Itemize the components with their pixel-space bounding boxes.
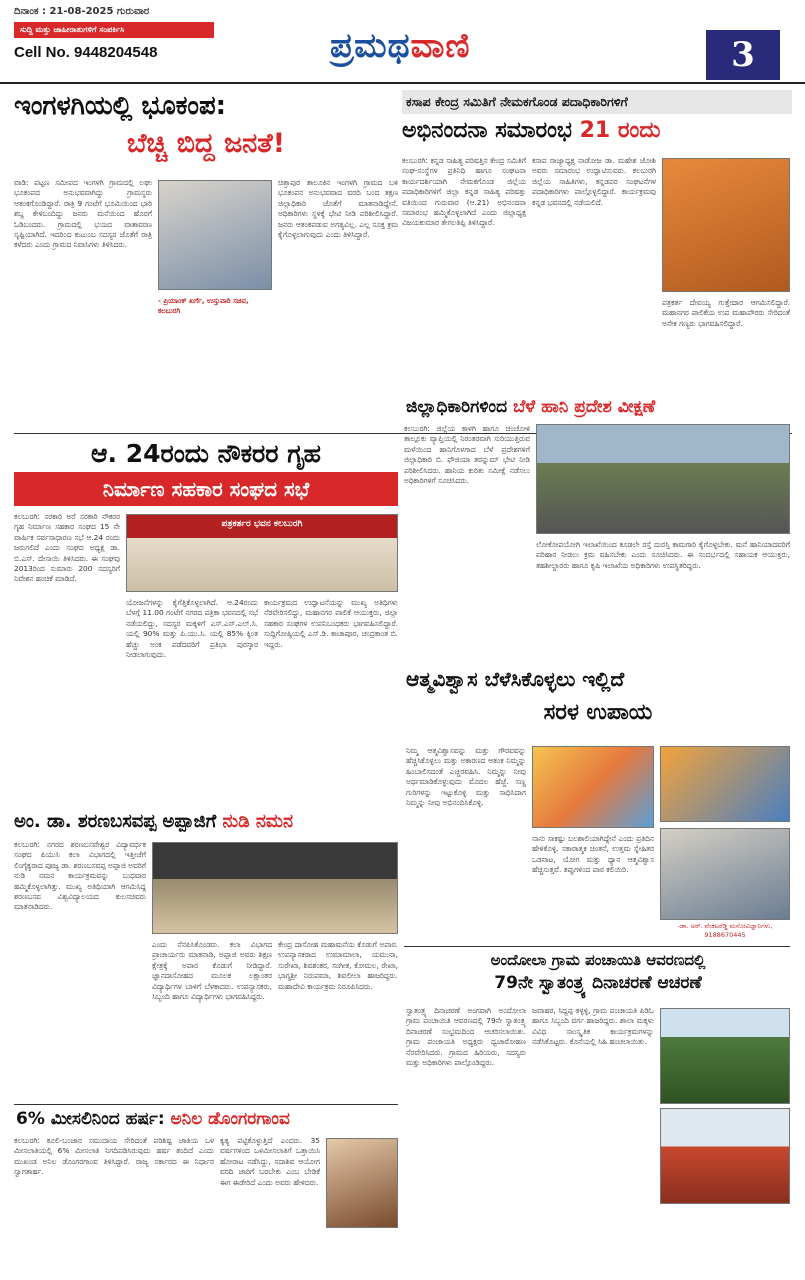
author-photo <box>660 828 790 920</box>
confidence-author: -ಡಾ. ಅರ್. ವೆಂಕಟರೆಡ್ಡಿ ಮನೋವಿಜ್ಞಾನಿಗಳು, 9188670445 <box>677 922 773 939</box>
speech-bubbles-illustration <box>532 746 654 828</box>
independence-headline-1: ಅಂದೋಲಾ ಗ್ರಾಮ ಪಂಚಾಯಿತಿ ಆವರಣದಲ್ಲಿ <box>490 951 706 969</box>
tribute-col-1: ಕಲಬುರಗಿ: ನಗರದ ಶರಣಬಸವೇಶ್ವರ ವಿದ್ಯಾವರ್ಧಕ ಸಂಘದ ಪಿಯುಸಿ ಕಲಾ ವಿಭಾಗದಲ್ಲಿ ಇತ್ತೀಚೆಗೆ ಲಿಂಗೈಕ್ಯರಾದ ಪೂಜ್ಯ ಡಾ. ಶರಣಬಸವಪ್ಪ ಅಪ್ಪಾಜಿ ಅವರಿಗೆ ನುಡಿ ನಮನ ಕಾರ್ಯಕ್ರಮವನ್ನು ಬುಧವಾರ ಹಮ್ಮಿಕೊಳ್ಳಲಾಗಿತ್ತು. ಮುಖ್ಯ ಅತಿಥಿಯಾಗಿ ಆಗಮಿಸಿದ್ದ ಶರಣಬಸವ ವಿಶ್ವವಿದ್ಯಾಲಯದ ಕುಲಸಚಿವರು ಮಾತನಾಡಿದರು. <box>14 840 146 912</box>
divider-left <box>14 1104 398 1105</box>
reservation-headline-a: 6% ಮೀಸಲಿನಿಂದ ಹರ್ಷ: <box>16 1109 165 1129</box>
earthquake-col-1: ವಾಡಿ: ಪಟ್ಟಣ ಸಮೀಪದ ಇಂಗಳಗಿ ಗ್ರಾಮದಲ್ಲಿ ಲಘು ಭೂಕಂಪದ ಅನುಭವವಾಗಿದ್ದು ಗ್ರಾಮಸ್ಥರು ಆತಂಕಗೊಂಡಿದ್ದಾರೆ. ರಾತ್ರಿ 9 ಗಂಟೆಗೆ ಭೂಮಿಯಿಂದ ಭಾರಿ ಶಬ್ದ ಕೇಳಿಬಂದಿದ್ದು ಜನರು ಮನೆಯಿಂದ ಹೊರಗೆ ಓಡಿಬಂದರು. ಗ್ರಾಮದಲ್ಲಿ ಭಯದ ವಾತಾವರಣ ಸೃಷ್ಟಿಯಾಗಿದೆ. ಇದರಿಂದ ಕುಟುಂಬ ಸದಸ್ಯರ ಜೊತೆಗೆ ರಾತ್ರಿ ಕಳೆದರು ಎಂದು ಗ್ರಾಮದ ನಿವಾಸಿಗಳು ತಿಳಿಸಿದರು. <box>14 178 152 250</box>
earthquake-headline-2: ಬೆಚ್ಚಿ ಬಿದ್ದ ಜನತೆ! <box>126 128 286 159</box>
crop-col-2: ಲೋಕೋಪಯೋಗಿ ಇಲಾಖೆಯಿಂದ ಕೂಡಲೇ ರಸ್ತೆ ದುರಸ್ತಿ ಕಾಮಗಾರಿ ಕೈಗೊಳ್ಳಬೇಕು. ಮನೆ ಹಾನಿಯಾದವರಿಗೆ ಪರಿಹಾರ ನೀಡಲು ಕ್ರಮ ವಹಿಸಬೇಕು ಎಂದು ಸೂಚಿಸಿದರು. ಈ ಸಂದರ್ಭದಲ್ಲಿ ಸಹಾಯಕ ಆಯುಕ್ತರು, ತಹಶೀಲ್ದಾರರು ಹಾಗೂ ಕೃಷಿ ಇಲಾಖೆಯ ಅಧಿಕಾರಿಗಳು ಉಪಸ್ಥಿತರಿದ್ದರು. <box>536 540 790 570</box>
housing-photo-banner: ಪತ್ರಕರ್ತರ ಭವನ ಕಲಬುರಗಿ <box>221 519 303 529</box>
housing-col-3: ಕಾರ್ಯಕ್ರಮದ ಉದ್ಘಾಟನೆಯನ್ನು ಮುಖ್ಯ ಅತಿಥಿಗಳು ನೆರವೇರಿಸಲಿದ್ದು, ಮಹಾನಗರ ಪಾಲಿಕೆ ಆಯುಕ್ತರು, ಜಿಲ್ಲಾ ಸಹಕಾರ ಸಂಘಗಳ ಉಪನಿಬಂಧಕರು ಭಾಗವಹಿಸಲಿದ್ದಾರೆ. ಸುದ್ದಿಗೋಷ್ಠಿಯಲ್ಲಿ ಎಸ್.ಡಿ. ಕಾಚಾಪೂರ, ಚಂದ್ರಕಾಂತ ಬಿ. ಇದ್ದರು. <box>264 598 398 649</box>
reservation-headline-b: ಅನಿಲ ಡೊಂಗರಗಾಂವ <box>170 1109 290 1129</box>
kasapa-col-3: ಪತ್ರಕರ್ತ ದೇವಯ್ಯ ಗುತ್ತೇದಾರ ಆಗಮಿಸಲಿದ್ದಾರೆ. ಮಹಾನಗರ ಪಾಲಿಕೆಯ ಉಪ ಮಹಾಪೌರರು ಸೇರಿದಂತೆ ಅನೇಕ ಗಣ್ಯರು ಭಾಗವಹಿಸಲಿದ್ದಾರೆ. <box>662 298 790 328</box>
kasapa-headline-1: ಕಸಾಪ ಕೇಂದ್ರ ಸಮಿತಿಗೆ ನೇಮಕಗೊಂಡ ಪದಾಧಿಕಾರಿಗಳಿಗೆ <box>406 94 628 109</box>
tribute-headline <box>14 812 398 833</box>
housing-meeting-photo <box>126 514 398 592</box>
divider-right <box>404 946 790 947</box>
reservation-col-2: ಕೃತ್ಯ ಪಟ್ಟಿಕೊಳ್ಳುತ್ತಿದೆ ಎಂದರು. 35 ವರ್ಷಗಳಿಂದ ಒಳಮೀಸಲಾತಿಗೆ ಒತ್ತಾಯಿಸಿ ಹೋರಾಟ ನಡೆಸಿದ್ದು, ಸದಾಶಿವ ಆಯೋಗ ವರದಿ ಜಾರಿಗೆ ಬರಬೇಕು ಎಂಬ ಬೇಡಿಕೆ ಈಗ ಈಡೇರಿದೆ ಎಂದು ಅವರು ಹೇಳಿದರು. <box>220 1136 320 1187</box>
confidence-illustration <box>660 746 790 822</box>
tribute-event-photo <box>152 842 398 934</box>
newspaper-logo <box>330 26 471 66</box>
tribute-col-3: ಕೇಂದ್ರ ದಾಸೋಹ ಮಹಾಮನೆಯ ಕೊಡುಗೆ ಅಪಾರ. ಉಪನ್ಯಾಸಕರಾದ ಉಮಾಮಾಲಾ, ಯಮುನಾ, ಸುರೇಖಾ, ಶಿವಶಂಕರ, ಸಂಗೀತ, ಕೋಮಲ, ರೇಖಾ, ಭಾಗ್ಯಶ್ರೀ ನಿರುಪಮಾ, ಶಿವಲೀಲಾ ಹಾಜರಿದ್ದರು. ಮಹಾದೇವಿ ಕಾರ್ಯಕ್ರಮ ನಿರೂಪಿಸಿದರು. <box>278 940 398 991</box>
flag-hoisting-photo <box>660 1008 790 1104</box>
minister-photo <box>158 180 272 290</box>
crop-heading <box>406 398 790 418</box>
kasapa-col-2: ಕಸಾಪ ರಾಜ್ಯಾಧ್ಯಕ್ಷ ನಾಡೋಜ ಡಾ. ಮಹೇಶ ಜೋಶಿ ಅವರು ಸಮಾರಂಭ ಉದ್ಘಾಟಿಸುವರು. ಕಲಬುರಗಿ ಜಿಲ್ಲೆಯ ಸಾಹಿತಿಗಳು, ಕನ್ನಡಪರ ಸಂಘಟನೆಗಳ ಪದಾಧಿಕಾರಿಗಳು ಪಾಲ್ಗೊಳ್ಳಲಿದ್ದಾರೆ. ಕಾರ್ಯಕ್ರಮವು ಕನ್ನಡ ಭವನದಲ್ಲಿ ನಡೆಯಲಿದೆ. <box>532 156 656 207</box>
masthead <box>0 0 805 84</box>
housing-col-1: ಕಲಬುರಗಿ: ಸರಕಾರಿ ಅರೆ ಸರಕಾರಿ ನೌಕರರ ಗೃಹ ನಿರ್ಮಾಣ ಸಹಕಾರ ಸಂಘದ 15 ನೇ ವಾರ್ಷಿಕ ಸರ್ವಸಾಧಾರಣ ಸಭೆ ಆ.24 ರಂದು ಜರುಗಲಿದೆ ಎಂದು ಸಂಘದ ಅಧ್ಯಕ್ಷ ಡಾ. ಬಿ.ಎಸ್. ದೇಸಾಯಿ ತಿಳಿಸಿದರು. ಈ ಸಂಘವು 2013ರಿಂದ ಸುಮಾರು 200 ಸದಸ್ಯರಿಗೆ ನಿವೇಶನ ಹಂಚಿಕೆ ಮಾಡಿದೆ. <box>14 512 120 584</box>
earthquake-col-2: ಚಿತ್ತಾಪುರ ತಾಲೂಕಿನ ಇಂಗಳಗಿ ಗ್ರಾಮದ ಬಳಿ ಭೂಕಂಪನ ಅನುಭವವಾದ ವರದಿ ಬಂದ ತಕ್ಷಣ ಜಿಲ್ಲಾಧಿಕಾರಿ ಜೊತೆಗೆ ಮಾತನಾಡಿದ್ದೇನೆ. ಅಧಿಕಾರಿಗಳು ಸ್ಥಳಕ್ಕೆ ಭೇಟಿ ನೀಡಿ ಪರಿಶೀಲಿಸಿದ್ದಾರೆ. ಜನರು ಆತಂಕಪಡುವ ಅಗತ್ಯವಿಲ್ಲ. ಎಲ್ಲ ಸೂಕ್ತ ಕ್ರಮ ಕೈಗೊಳ್ಳಲಾಗುವುದು ಎಂದು ತಿಳಿಸಿದ್ದಾರೆ. <box>278 178 398 240</box>
earthquake-byline: - ಪ್ರಿಯಾಂಕ್ ಖರ್ಗೆ, ಉಸ್ತುವಾರಿ ಸಚಿವ, ಕಲಬುರಗಿ <box>158 297 249 315</box>
confidence-col-1: ನಿಮ್ಮ ಆತ್ಮವಿಶ್ವಾಸವನ್ನು ಮತ್ತು ಗೌರವವನ್ನು ಹೆಚ್ಚಿಸಿಕೊಳ್ಳಲು ಮತ್ತು ಅಕಾರಣದ ಆತಂಕ ನಿಮ್ಮನ್ನು ಹಿಂಬಾಲಿಸದಂತೆ ಎಚ್ಚರವಹಿಸಿ. ನಿಮ್ಮನ್ನು ನೀವು ಅರ್ಥಮಾಡಿಕೊಳ್ಳುವುದು ಮೊದಲ ಹೆಜ್ಜೆ. ಸಣ್ಣ ಗುರಿಗಳನ್ನು ಇಟ್ಟುಕೊಳ್ಳಿ ಮತ್ತು ಸಾಧಿಸಿದಾಗ ನಿಮ್ಮನ್ನು ನೀವು ಅಭಿನಂದಿಸಿಕೊಳ್ಳಿ. <box>406 746 526 808</box>
crop-inspection-photo <box>536 424 790 534</box>
issue-date: ದಿನಾಂಕ : 21-08-2025 ಗುರುವಾರ <box>14 6 150 17</box>
crop-headline-a: ಜಿಲ್ಲಾಧಿಕಾರಿಗಳಿಂದ <box>406 397 508 417</box>
contact-tagline-bar: ಸುದ್ದಿ ಮತ್ತು ಜಾಹೀರಾತುಗಳಿಗೆ ಸಂಪರ್ಕಿಸಿ <box>14 22 214 38</box>
kasapa-headline-band <box>402 90 792 114</box>
confidence-col-2: ನಾನು ಸಾಕಷ್ಟು ಬಲಶಾಲಿಯಾಗಿದ್ದೇನೆ ಎಂದು ಪ್ರತಿದಿನ ಹೇಳಿಕೊಳ್ಳಿ. ಸಕಾರಾತ್ಮಕ ಚಿಂತನೆ, ಉತ್ತಮ ಸ್ನೇಹಿತರ ಒಡನಾಟ, ಯೋಗ ಮತ್ತು ಧ್ಯಾನ ಆತ್ಮವಿಶ್ವಾಸ ಹೆಚ್ಚಿಸುತ್ತವೆ. ತಪ್ಪುಗಳಿಂದ ಪಾಠ ಕಲಿಯಿರಿ. <box>532 834 654 875</box>
tribute-col-2: ಎಂದು ನೆನಪಿಸಿಕೊಂಡರು. ಕಲಾ ವಿಭಾಗದ ಪ್ರಾಚಾರ್ಯರು ಮಾತನಾಡಿ, ಅಪ್ಪಾಜಿ ಅವರು ಶಿಕ್ಷಣ ಕ್ಷೇತ್ರಕ್ಕೆ ಅಪಾರ ಕೊಡುಗೆ ನೀಡಿದ್ದಾರೆ. ಜ್ಞಾನದಾಸೋಹದ ಮೂಲಕ ಲಕ್ಷಾಂತರ ವಿದ್ಯಾರ್ಥಿಗಳ ಬಾಳಿಗೆ ಬೆಳಕಾದರು. ಉಪನ್ಯಾಸಕರು, ಸಿಬ್ಬಂದಿ ಹಾಗೂ ವಿದ್ಯಾರ್ಥಿಗಳು ಭಾಗವಹಿಸಿದ್ದರು. <box>152 940 272 1002</box>
students-photo <box>660 1108 790 1204</box>
page-number: 3 <box>706 30 780 80</box>
article-earthquake <box>14 92 398 428</box>
reservation-headline <box>16 1110 398 1130</box>
logo-part2: ವಾಣಿ <box>410 26 471 66</box>
housing-headline-band <box>14 472 398 506</box>
confidence-headline-2: ಸರಳ ಉಪಾಯ <box>543 700 653 725</box>
anil-dongaragaon-photo <box>326 1138 398 1228</box>
tribute-headline-2: ನುಡಿ ನಮನ <box>222 811 293 832</box>
independence-col-2: ಜವಾಹರ, ಸಿದ್ದಪ್ಪ ತಳ್ಳಳ್ಳಿ, ಗ್ರಾಮ ಪಂಚಾಯತಿ ಪಿಡಿಓ ಹಾಗೂ ಸಿಬ್ಬಂದಿ ವರ್ಗ ಹಾಜರಿದ್ದರು. ಶಾಲಾ ಮಕ್ಕಳು ವಿವಿಧ ಸಾಂಸ್ಕೃತಿಕ ಕಾರ್ಯಕ್ರಮಗಳನ್ನು ನಡೆಸಿಕೊಟ್ಟರು. ಕೊನೆಯಲ್ಲಿ ಸಿಹಿ ಹಂಚಲಾಯಿತು. <box>532 1006 654 1047</box>
housing-headline-2: ನಿರ್ಮಾಣ ಸಹಕಾರ ಸಂಘದ ಸಭೆ <box>102 477 310 501</box>
kasapa-headline-2a: ಅಭಿನಂದನಾ ಸಮಾರಂಭ <box>402 118 572 143</box>
independence-col-1: ಸ್ವಾತಂತ್ರ್ಯ ದಿನಾಚರಣೆ ಅಂಗವಾಗಿ ಅಂದೋಲಾ ಗ್ರಾಮ ಪಂಚಾಯಿತಿ ಆವರಣದಲ್ಲಿ 79ನೇ ಸ್ವಾತಂತ್ರ್ಯ ದಿನಾಚರಣೆ ಸಂಭ್ರಮದಿಂದ ಆಚರಿಸಲಾಯಿತು. ಗ್ರಾಮ ಪಂಚಾಯತಿ ಅಧ್ಯಕ್ಷರು ಧ್ವಜಾರೋಹಣ ನೆರವೇರಿಸಿದರು. ಗ್ರಾಮದ ಹಿರಿಯರು, ಸದಸ್ಯರು ಮತ್ತು ಅಧಿಕಾರಿಗಳು ಪಾಲ್ಗೊಂಡಿದ್ದರು. <box>406 1006 526 1068</box>
kasapa-president-photo <box>662 158 790 292</box>
crop-col-1: ಕಲಬುರಗಿ: ಜಿಲ್ಲೆಯ ಕಾಳಗಿ ಹಾಗೂ ಚಿಂಚೋಳಿ ತಾಲ್ಲೂಕು ವ್ಯಾಪ್ತಿಯಲ್ಲಿ ನಿರಂತರವಾಗಿ ಸುರಿಯುತ್ತಿರುವ ಮಳೆಯಿಂದ ಹಾನಿಗೊಳಗಾದ ಬೆಳೆ ಪ್ರದೇಶಗಳಿಗೆ ಜಿಲ್ಲಾಧಿಕಾರಿ ಬಿ. ಫೌಜಿಯಾ ತರನ್ನುಮ್ ಭೇಟಿ ನೀಡಿ ಪರಿಶೀಲಿಸಿದರು. ಹಾನಿಯ ಕುರಿತು ಸಮೀಕ್ಷೆ ನಡೆಸಲು ಅಧಿಕಾರಿಗಳಿಗೆ ಸೂಚಿಸಿದರು. <box>404 424 530 486</box>
earthquake-headline-1: ಇಂಗಳಗಿಯಲ್ಲಿ ಭೂಕಂಪ: <box>14 91 227 121</box>
crop-headline-b: ಬೆಳೆ ಹಾನಿ ಪ್ರದೇಶ ವೀಕ್ಷಣೆ <box>512 397 656 417</box>
housing-col-2: ಯೋಜನೆಗಳನ್ನು ಕೈಗೆತ್ತಿಕೊಳ್ಳಲಾಗಿದೆ. ಆ.24ರಂದು ಬೆಳಗ್ಗೆ 11.00 ಗಂಟೆಗೆ ನಗರದ ಪತ್ರಿಕಾ ಭವನದಲ್ಲಿ ಸಭೆ ನಡೆಯಲಿದ್ದು, ಸದಸ್ಯರ ಮಕ್ಕಳಿಗೆ ಎಸ್.ಎಸ್.ಎಲ್.ಸಿ. ಯಲ್ಲಿ 90% ಮತ್ತು ಪಿ.ಯು.ಸಿ. ಯಲ್ಲಿ 85% ಕ್ಕಿಂತ ಹೆಚ್ಚು ಅಂಕ ಪಡೆದವರಿಗೆ ಪ್ರತಿಭಾ ಪುರಸ್ಕಾರ ನೀಡಲಾಗುವುದು. <box>126 598 258 660</box>
reservation-col-1: ಕಲಬುರಗಿ: ಕೂಲಿ-ಬಂಜಾರ ಸಮುದಾಯ ಸೇರಿದಂತೆ ಪರಿಶಿಷ್ಟ ಜಾತಿಯ ಒಳ ಮೀಸಲಾತಿಯಲ್ಲಿ 6% ಮೀಸಲಾತಿ ನಿಗದಿಪಡಿಸಿರುವುದು ಹರ್ಷ ತಂದಿದೆ ಎಂದು ಮುಖಂಡ ಅನಿಲ ಡೊಂಗರಗಾಂವ ತಿಳಿಸಿದ್ದಾರೆ. ರಾಜ್ಯ ಸರ್ಕಾರದ ಈ ನಿರ್ಧಾರ ಸ್ವಾಗತಾರ್ಹ. <box>14 1136 214 1177</box>
housing-headline-1: ಆ. 24ರಂದು ನೌಕರರ ಗೃಹ <box>91 439 321 468</box>
independence-headline-2: 79ನೇ ಸ್ವಾತಂತ್ರ್ಯ ದಿನಾಚರಣೆ ಆಚರಣೆ <box>494 973 702 993</box>
kasapa-headline-2 <box>402 118 792 143</box>
logo-part1: ಪ್ರಮಥ <box>330 26 411 66</box>
kasapa-col-1: ಕಲಬುರಗಿ: ಕನ್ನಡ ಸಾಹಿತ್ಯ ಪರಿಷತ್ತಿನ ಕೇಂದ್ರ ಸಮಿತಿಗೆ ಸಂಘ-ಸಂಸ್ಥೆಗಳ ಪ್ರತಿನಿಧಿ ಹಾಗೂ ಸಂಘಟನಾ ಕಾರ್ಯದರ್ಶಿಯಾಗಿ ನೇಮಕಗೊಂಡ ಜಿಲ್ಲೆಯ ಪದಾಧಿಕಾರಿಗಳಿಗೆ ಜಿಲ್ಲಾ ಕನ್ನಡ ಸಾಹಿತ್ಯ ಪರಿಷತ್ತು ವತಿಯಿಂದ ಗುರುವಾರ (ಆ.21) ಅಭಿನಂದನಾ ಸಮಾರಂಭ ಹಮ್ಮಿಕೊಳ್ಳಲಾಗಿದೆ ಎಂದು ಜಿಲ್ಲಾಧ್ಯಕ್ಷ ವಿಜಯಕುಮಾರ ತೇಗಲತಿಪ್ಪಿ ತಿಳಿಸಿದ್ದಾರೆ. <box>402 156 526 228</box>
confidence-headline-1: ಆತ್ಮವಿಶ್ವಾಸ ಬೆಳೆಸಿಕೊಳ್ಳಲು ಇಲ್ಲಿದೆ <box>406 667 625 691</box>
tribute-headline-1: ಅಂ. ಡಾ. ಶರಣಬಸವಪ್ಪ ಅಪ್ಪಾಜಿಗೆ <box>14 811 217 832</box>
kasapa-headline-2b: 21 ರಂದು <box>579 118 661 143</box>
contact-cell-number: Cell No. 9448204548 <box>14 44 158 61</box>
